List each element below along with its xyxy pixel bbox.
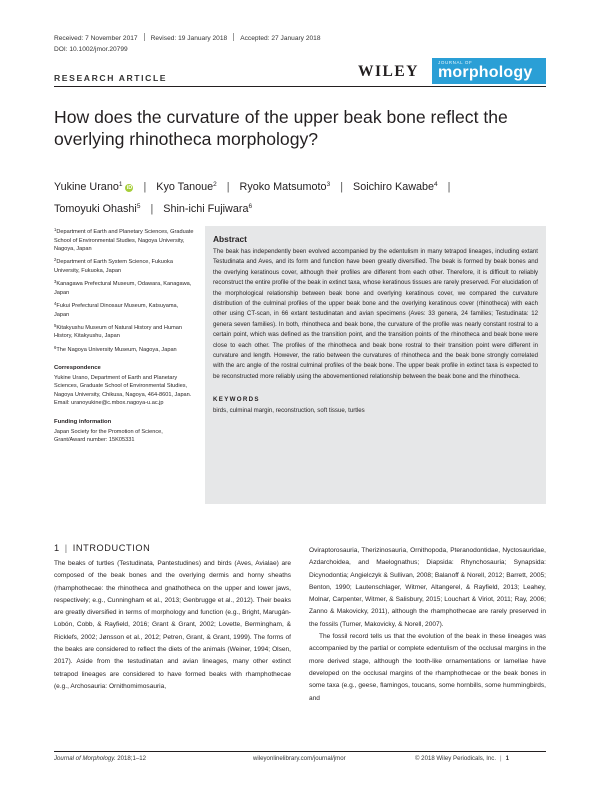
author-separator: | xyxy=(226,181,230,193)
article-type-label: RESEARCH ARTICLE xyxy=(54,73,168,83)
affiliation: $^4$Fukui Prefectural Dinosaur Museum, Katsuyama, Japan xyxy=(54,300,179,318)
funding-text: Japan Society for the Promotion of Science, Grant/Award number: 15K05331 xyxy=(54,428,163,444)
affiliation: $^1$Department of Earth and Planetary Sciences, Graduate School of Environmental Studies, Nagoya University, Nagoya, Japan xyxy=(54,227,194,253)
body-column-left xyxy=(54,558,291,693)
author-separator: | xyxy=(340,181,343,193)
footer-rule xyxy=(54,751,546,752)
author-list xyxy=(54,175,544,219)
revised-date: Revised: 19 January 2018 xyxy=(150,35,228,42)
author[interactable]: Tomoyuki Ohashi$^5$ xyxy=(54,203,141,215)
author[interactable]: Ryoko Matsumoto$^3$ xyxy=(239,181,331,193)
body-paragraph: Oviraptorosauria, Therizinosauria, Ornithopoda, Pteranodontidae, Nyctosauridae, Azdarchoidea, and Maelognathus; Diapsida: Rhynchosauria; Synapsida: Dicynodontia; Angielczyk & Sullivan, 2008; Balanoff & Norell, 2012; Barrett, 2005; Benton, 1990; Lautenschlager, Witmer, Altangerel, & Rayfield, 2013; Leahey, Molnar, Carpenter, Witmer, & Salisbury, 2015; Louchart & Viriot, 2011; Ray, 2006; Zanno & Makovicky, 2011), although the rhamphothecae are rarely preserved in the fossils (Turner, Makovicky, & Norell, 2007). xyxy=(309,547,546,628)
section-title: INTRODUCTION xyxy=(72,543,151,553)
funding-heading: Funding information xyxy=(54,419,112,426)
section-separator: | xyxy=(64,543,68,553)
footer-url[interactable]: wileyonlinelibrary.com/journal/jmor xyxy=(253,755,346,762)
affiliation: $^3$Kanagawa Prefectural Museum, Odawara, Kanagawa, Japan xyxy=(54,279,192,296)
affiliation: $^2$Department of Earth System Science, Fukuoka University, Fukuoka, Japan xyxy=(54,257,173,274)
section-number: 1 xyxy=(54,543,60,553)
body-column-right xyxy=(309,545,546,705)
manuscript-dates xyxy=(54,33,554,42)
abstract-heading: Abstract xyxy=(213,234,247,244)
header-rule xyxy=(54,86,546,87)
wiley-wordmark: WILEY xyxy=(358,63,419,80)
keywords-text: birds, culminal margin, reconstruction, soft tissue, turtles xyxy=(213,407,365,415)
date-divider xyxy=(144,33,145,41)
doi-link[interactable]: DOI: 10.1002/jmor.20799 xyxy=(54,46,128,53)
article-title: How does the curvature of the upper beak bone reflect the overlying rhinotheca morphology? xyxy=(54,107,508,149)
page-number: 1 xyxy=(505,755,510,762)
accepted-date: Accepted: 27 January 2018 xyxy=(240,35,321,42)
keywords-heading: KEYWORDS xyxy=(213,396,260,404)
correspondence-heading: Correspondence xyxy=(54,365,101,372)
author-separator: | xyxy=(447,181,451,193)
correspondence-text: Yukine Urano, Department of Earth and Planetary Sciences, Graduate School of Environmental Studies, Nagoya University, Chikusa, Nagoya, 464-8601, Japan. xyxy=(54,374,192,398)
correspondence-email[interactable]: Email: uranoyukine@c.mbox.nagoya-u.ac.jp xyxy=(54,400,164,407)
body-paragraph: The beaks of turtles (Testudinata, Pantestudines) and birds (Aves, Avialae) are composed of the beak bones and the overlying dermis and horny sheaths (rhamphothecae: the rhinotheca and gnathotheca on the upper and lower jaws, respectively; e.g., Cunningham et al., 2013; Genbrugge et al., 2012). Their beaks are greatly diversified in terms of morphology and function (e.g., Bright, Marugán-Lobón, Cobb, & Rayfield, 2016; Grant & Grant, 2002; Lovette, Bermingham, & Ricklefs, 2002; Jønsson et al., 2012; Petren, Grant, & Grant, 1999). The forms of the beaks are considered to reflect the diets of the animals (Weiner, 1994; Olsen, 2017). Aside from the testudinatan and avian lineages, many other extinct tetrapod lineages are considered to have formed beaks with rhamphothecae (e.g., Archosauria: Ornithomimosauria, xyxy=(54,560,291,690)
orcid-icon[interactable]: iD xyxy=(126,185,133,191)
author-separator: | xyxy=(150,203,154,215)
journal-name: morphology xyxy=(438,64,533,81)
footer-citation: Journal of Morphology. 2018;1–12 xyxy=(54,755,147,762)
author[interactable]: Yukine Urano$^1$ iD xyxy=(54,181,133,193)
affiliation: $^5$Kitakyushu Museum of Natural History and Human History, Kitakyushu, Japan xyxy=(54,322,182,340)
author-separator: | xyxy=(143,181,147,193)
footer-copyright: © 2018 Wiley Periodicals, Inc. | 1 xyxy=(415,755,510,762)
sidebar-info xyxy=(54,226,194,445)
author[interactable]: Shin-ichi Fujiwara$^6$ xyxy=(163,203,253,215)
author[interactable]: Kyo Tanoue$^2$ xyxy=(156,181,217,193)
received-date: Received: 7 November 2017 xyxy=(54,35,138,42)
section-heading xyxy=(54,543,150,553)
journal-of-label: JOURNAL OF xyxy=(438,60,473,65)
affiliation: $^6$The Nagoya University Museum, Nagoya, Japan xyxy=(54,344,177,353)
abstract-panel xyxy=(205,226,546,504)
author[interactable]: Soichiro Kawabe$^4$ xyxy=(353,181,438,193)
date-divider xyxy=(233,33,234,41)
abstract-text: The beak has independently been evolved accompanied by the edentulism in many tetrapod lineages, including extant Testudinata and Aves, and its form and function have been greatly diversified. The beak is formed by beak bones and the overlying keratinous cover, although their profiles are different from each other. Therefore, it is difficult to reliably reconstruct the entire profile of the beak in extinct taxa, whose keratinous tissues are rarely preserved. For elucidation of the morphological relationship between beak bone and overlying keratinous cover, we compared the curvature distribution of the culminal profiles of the upper beak bone and the overlying keratinous cover (rhinotheca) with each other using CT-scan, in 66 extant testudinatan and avian specimens (Aves: 33 genera, 24 families; Testudinata: 12 genera seven families). In both, rhinotheca and beak bone, the curvature of the profile was nearly constant rostral to a certain point, which was defined as the transition point, and the transition points of the rhinotheca and beak bone were close to each other. The profiles of the rhinotheca and beak bone rostral to their transition point were different in curvature and length. However, the ratio between the curvatures of rhinotheca and the beak bone strongly correlated with the arc angle of the rostral culminal profiles of the beak bone. The upper beak profile in extinct taxa is expected to be reconstructed more reliably using the abovementioned relationship between the beak bone and the rhinotheca. xyxy=(213,248,538,380)
body-paragraph: The fossil record tells us that the evolution of the beak in these lineages was accompanied by the partial or complete edentulism of the occlusal margins in the more derived stage, although the tooth-like ornamentations or lamellae have developed on the occlusal margins of the rhamphothecae or the beak bones in some taxa (e.g., geese, flamingos, toucans, some hornbills, some hummingbirds, and xyxy=(309,633,546,702)
publisher-logo xyxy=(358,58,546,84)
